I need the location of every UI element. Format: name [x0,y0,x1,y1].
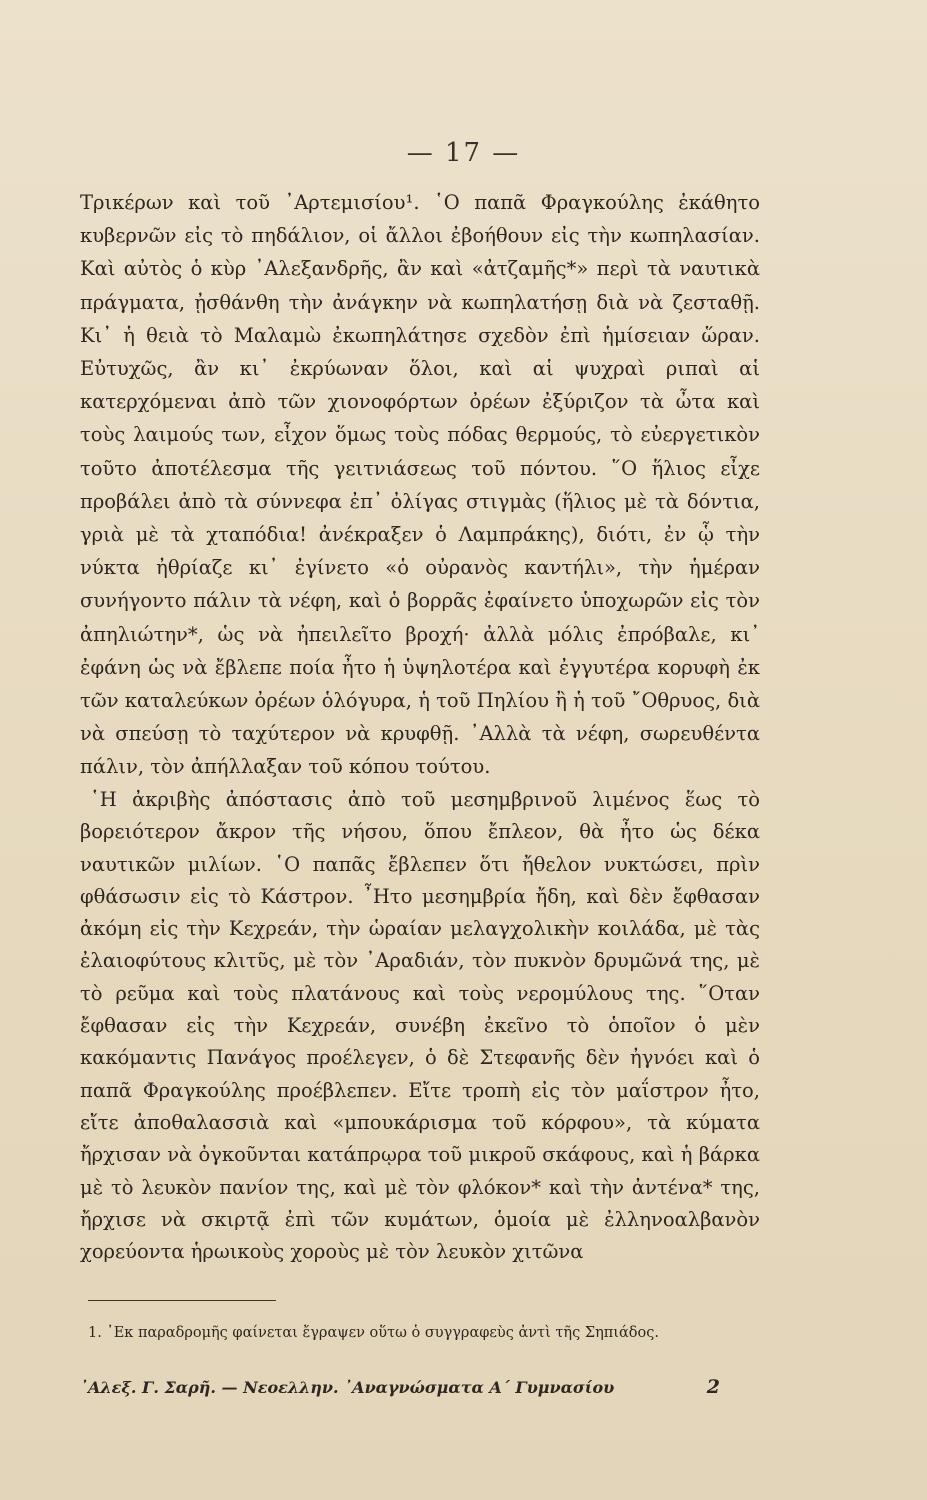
paragraph-2: ῾Η ἀκριβὴς ἀπόστασις ἀπὸ τοῦ μεσημβρινοῦ λιμένος ἕως τὸ βορειότερον ἄκρον τῆς νήσου, ὅπου ἔπλεον, θὰ ἦτο ὡς δέκα ναυτικῶν μιλίων. ῾Ο παπᾶς ἔβλεπεν ὅτι ἤθελον νυκτώσει, πρὶν φθάσωσιν εἰς τὸ Κάστρον. ῏Ητο μεσημβρία ἤδη, καὶ δὲν ἔφθασαν ἀκόμη εἰς τὴν Κεχρεάν, τὴν ὡραίαν μελαγχολικὴν κοιλάδα, μὲ τὰς ἐλαιοφύτους κλιτῦς, μὲ τὸν ᾿Αραδιάν, τὸν πυκνὸν δρυμῶνά της, μὲ τὸ ρεῦμα καὶ τοὺς πλατάνους καὶ τοὺς νερομύλους της. ῞Οταν ἔφθασαν εἰς τὴν Κεχρεάν, συνέβη ἐκεῖνο τὸ ὁποῖον ὁ μὲν κακόμαντις Πανάγος προέλεγεν, ὁ δὲ Στεφανῆς δὲν ἠγνόει καὶ ὁ παπᾶ Φραγκούλης προέβλεπεν. Εἴτε τροπὴ εἰς τὸν μαΐστρον ἦτο, εἴτε ἀποθαλασσιὰ καὶ «μπουκάρισμα τοῦ κόρφου», τὰ κύματα ἤρχισαν νὰ ὀγκοῦνται κατάπρῳρα τοῦ μικροῦ σκάφους, καὶ ἡ βάρκα μὲ τὸ λευκὸν πανίον της, καὶ μὲ τὸν φλόκον* καὶ τὴν ἀντένα* της, ἤρχισε νὰ σκιρτᾷ ἐπὶ τῶν κυμάτων, ὁμοία μὲ ἐλληνοαλβανὸν χορεύοντα ἡρωικοὺς χοροὺς μὲ τὸν λευκὸν χιτῶνα [80,788,760,1264]
footnote-divider [88,1300,276,1301]
paragraph-1: Τρικέρων καὶ τοῦ ᾿Αρτεμισίου¹. ῾Ο παπᾶ Φραγκούλης ἐκάθητο κυβερνῶν εἰς τὸ πηδάλιον, οἱ ἄλλοι ἐβοήθουν εἰς τὴν κωπηλασίαν. Καὶ αὐτὸς ὁ κὺρ ᾿Αλεξανδρῆς, ἂν καὶ «ἀτζαμῆς*» περὶ τὰ ναυτικὰ πράγματα, ᾐσθάνθη τὴν ἀνάγκην νὰ κωπηλατήσῃ διὰ νὰ ζεσταθῇ. Κι᾿ ἡ θειὰ τὸ Μαλαμὼ ἐκωπηλάτησε σχεδὸν ἐπὶ ἡμίσειαν ὥραν. Εὐτυχῶς, ἂν κι᾿ ἐκρύωναν ὅλοι, καὶ αἱ ψυχραὶ ριπαὶ αἱ κατερχόμεναι ἀπὸ τῶν χιονοφόρτων ὀρέων ἐξύριζον τὰ ὦτα καὶ τοὺς λαιμούς των, εἶχον ὅμως τοὺς πόδας θερμούς, τὸ εὐεργετικὸν τοῦτο ἀποτέλεσμα τῆς γειτνιάσεως τοῦ πόντου. ῞Ο ἥλιος εἶχε προβάλει ἀπὸ τὰ σύννεφα ἐπ᾿ ὀλίγας στιγμὰς (ἥλιος μὲ τὰ δόντια, γριὰ μὲ τὰ χταπόδια! ἀνέκραξεν ὁ Λαμπράκης), διότι, ἐν ᾧ τὴν νύκτα ἠθρίαζε κι᾿ ἐγίνετο «ὁ οὐρανὸς καντήλι», τὴν ἡμέραν συνήγοντο πάλιν τὰ νέφη, καὶ ὁ βορρᾶς ἐφαίνετο ὑποχωρῶν εἰς τὸν ἀπηλιώτην*, ὡς νὰ ἠπειλεῖτο βροχή· ἀλλὰ μόλις ἐπρόβαλε, κι᾿ ἐφάνη ὡς νὰ ἔβλεπε ποία ἦτο ἡ ὑψηλοτέρα καὶ ἐγγυτέρα κορυφὴ ἐκ τῶν καταλεύκων ὀρέων ὁλόγυρα, ἡ τοῦ Πηλίου ἢ ἡ τοῦ ῎Οθρυος, διὰ νὰ σπεύσῃ τὸ ταχύτερον νὰ κρυφθῇ. ᾿Αλλὰ τὰ νέφη, σωρευθέντα πάλιν, τὸν ἀπήλλαξαν τοῦ κόπου τούτου. [80,191,760,779]
footnote: 1. ᾿Εκ παραδρομῆς φαίνεται ἔγραψεν οὕτω ὁ συγγραφεὺς ἀντὶ τῆς Σηπιάδος. [88,1325,659,1341]
page-number: — 17 — [406,138,521,168]
signature-text: ᾿Αλεξ. Γ. Σαρῆ. — Νεοελλην. ᾿Αναγνώσματα Α΄ Γυμνασίου [80,1378,615,1397]
signature-mark: 2 [706,1376,720,1398]
printer-signature [80,1376,720,1398]
